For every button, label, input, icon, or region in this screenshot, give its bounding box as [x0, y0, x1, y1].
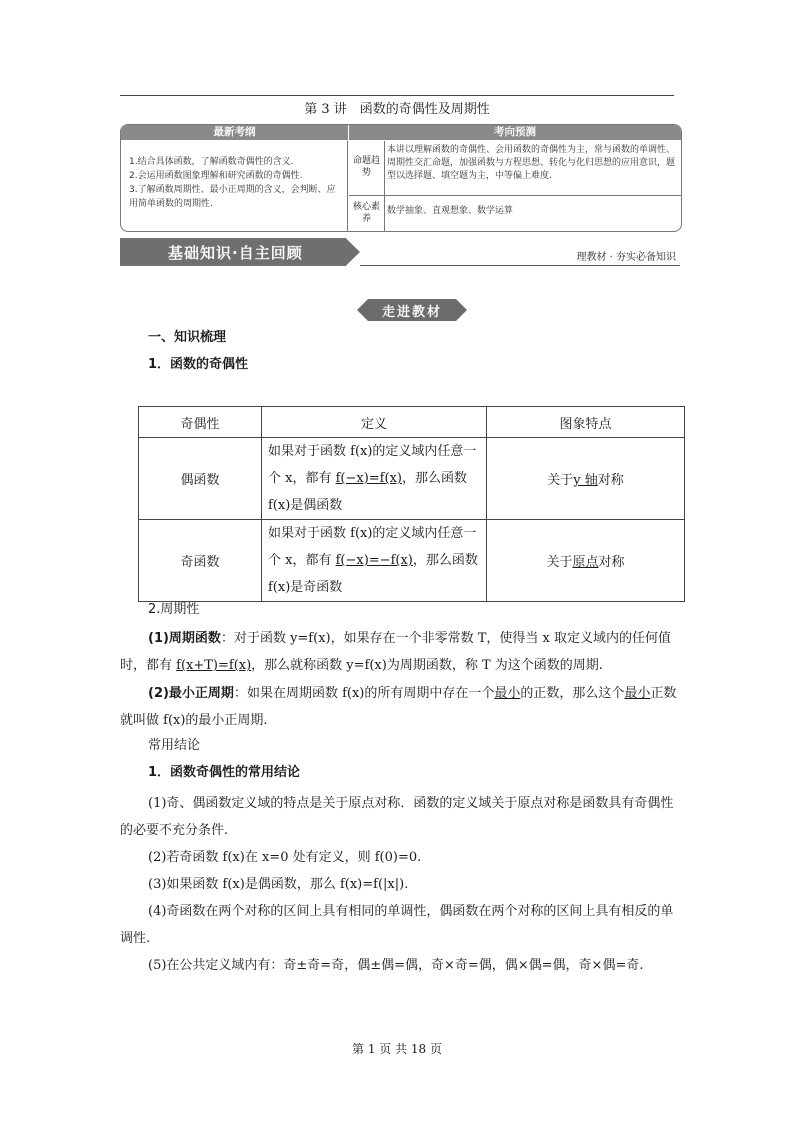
row-definition: [262, 520, 487, 602]
col-header: 奇偶性: [139, 407, 262, 438]
banner-subtitle: 理教材 · 夯实必备知识: [576, 252, 676, 263]
feature-text: 关于: [546, 555, 573, 570]
table-row: [139, 438, 685, 520]
feature-key: y 轴: [573, 473, 598, 488]
periodicity-heading: 2.周期性: [148, 602, 200, 617]
row-feature: [487, 438, 685, 520]
conclusion-item: (2)若奇函数 f(x)在 x=0 处有定义，则 f(0)=0.: [148, 850, 422, 865]
syllabus-list: [121, 141, 348, 231]
exam-info-box: [120, 124, 682, 232]
syllabus-item: 2.会运用函数图象理解和研究函数的奇偶性.: [129, 171, 303, 181]
page-title: 第 3 讲 函数的奇偶性及周期性: [304, 102, 490, 117]
feature-text: 对称: [597, 473, 624, 488]
definition-text: ，那么函数 f(x)是偶函数: [268, 471, 467, 513]
para-label: (1)周期函数: [148, 631, 221, 646]
core-literacy-text: 数学抽象、直观想象、数学运算: [387, 206, 514, 216]
trend-forecast-header: 考向预测: [349, 125, 681, 140]
conclusion-item: (4)奇函数在两个对称的区间上具有相同的单调性，偶函数在两个对称的区间上具有相反的单调性.: [120, 904, 674, 946]
min-period-para: [120, 680, 680, 734]
section-banner: [120, 238, 680, 268]
conclusion-item: (3)如果函数 f(x)是偶函数，那么 f(x)=f(|x|).: [148, 877, 409, 892]
section-heading: 一、知识梳理: [148, 330, 227, 345]
para-key: f(x+T)=f(x): [176, 658, 252, 673]
feature-text: 关于: [547, 473, 574, 488]
para-text: 的正数，那么这个: [520, 686, 625, 701]
definition-text: 如果对于函数 f(x)的定义域内任意一个 x，都有: [268, 444, 477, 486]
badge-label: 走进教材: [381, 305, 442, 320]
top-rule: [120, 95, 674, 96]
para-text: ，那么就称函数 y=f(x)为周期函数，称 T 为这个函数的周期.: [251, 658, 603, 673]
subsection-heading: 1．函数的奇偶性: [148, 357, 249, 372]
table-row: [139, 520, 685, 602]
definition-key: f(−x)=f(x): [335, 471, 402, 486]
definition-key: f(−x)=−f(x): [335, 553, 413, 568]
banner-rule: [360, 265, 680, 266]
page-footer: 第 1 页 共 18 页: [352, 1042, 442, 1056]
latest-syllabus-header: 最新考纲: [121, 125, 348, 140]
para-text: 正数就叫做 f(x)的最小正周期.: [120, 686, 677, 728]
row-divider: [349, 195, 681, 196]
banner-title: 基础知识·自主回顾: [168, 244, 303, 262]
common-conclusions-heading: 常用结论: [148, 738, 201, 753]
definition-text: 如果对于函数 f(x)的定义域内任意一个 x，都有: [268, 526, 477, 568]
conclusions-subheading: 1．函数奇偶性的常用结论: [148, 765, 301, 780]
trend-text: 本讲以理解函数的奇偶性、会用函数的奇偶性为主，常与函数的单调性、周期性交汇命题，加强函数与方程思想、转化与化归思想的应用意识，题型以选择题、填空题为主，中等偏上难度.: [387, 145, 676, 181]
trend-label: 命题趋势: [349, 141, 385, 195]
row-name: 偶函数: [139, 438, 262, 520]
para-text: ：对于函数 y=f(x)，如果存在一个非零常数 T，使得当 x 取定义域内的任何值时，都有: [120, 631, 671, 673]
col-header: 图象特点: [487, 407, 685, 438]
feature-text: 对称: [598, 555, 625, 570]
para-key: 最小: [494, 686, 521, 701]
conclusion-item: (5)在公共定义域内有：奇±奇=奇，偶±偶=偶，奇×奇=偶，偶×偶=偶，奇×偶=奇.: [148, 958, 644, 973]
definition-text: ，那么函数 f(x)是奇函数: [268, 553, 478, 595]
core-literacy-label: 核心素养: [349, 196, 385, 231]
periodic-function-para: [120, 625, 680, 679]
para-text: ：如果在周期函数 f(x)的所有周期中存在一个: [233, 686, 495, 701]
row-feature: [487, 520, 685, 602]
conclusion-item: (1)奇、偶函数定义域的特点是关于原点对称．函数的定义域关于原点对称是函数具有奇偶性的必要不充分条件.: [120, 796, 674, 838]
col-header: 定义: [262, 407, 487, 438]
para-key: 最小: [624, 686, 651, 701]
para-label: (2)最小正周期: [148, 686, 234, 701]
syllabus-item: 3.了解函数周期性、最小正周期的含义，会判断、应用简单函数的周期性.: [129, 185, 336, 209]
row-definition: [262, 438, 487, 520]
parity-table: [138, 406, 685, 602]
syllabus-item: 1.结合具体函数，了解函数奇偶性的含义.: [129, 157, 294, 167]
row-name: 奇函数: [139, 520, 262, 602]
feature-key: 原点: [572, 555, 599, 570]
textbook-badge: [357, 299, 467, 321]
